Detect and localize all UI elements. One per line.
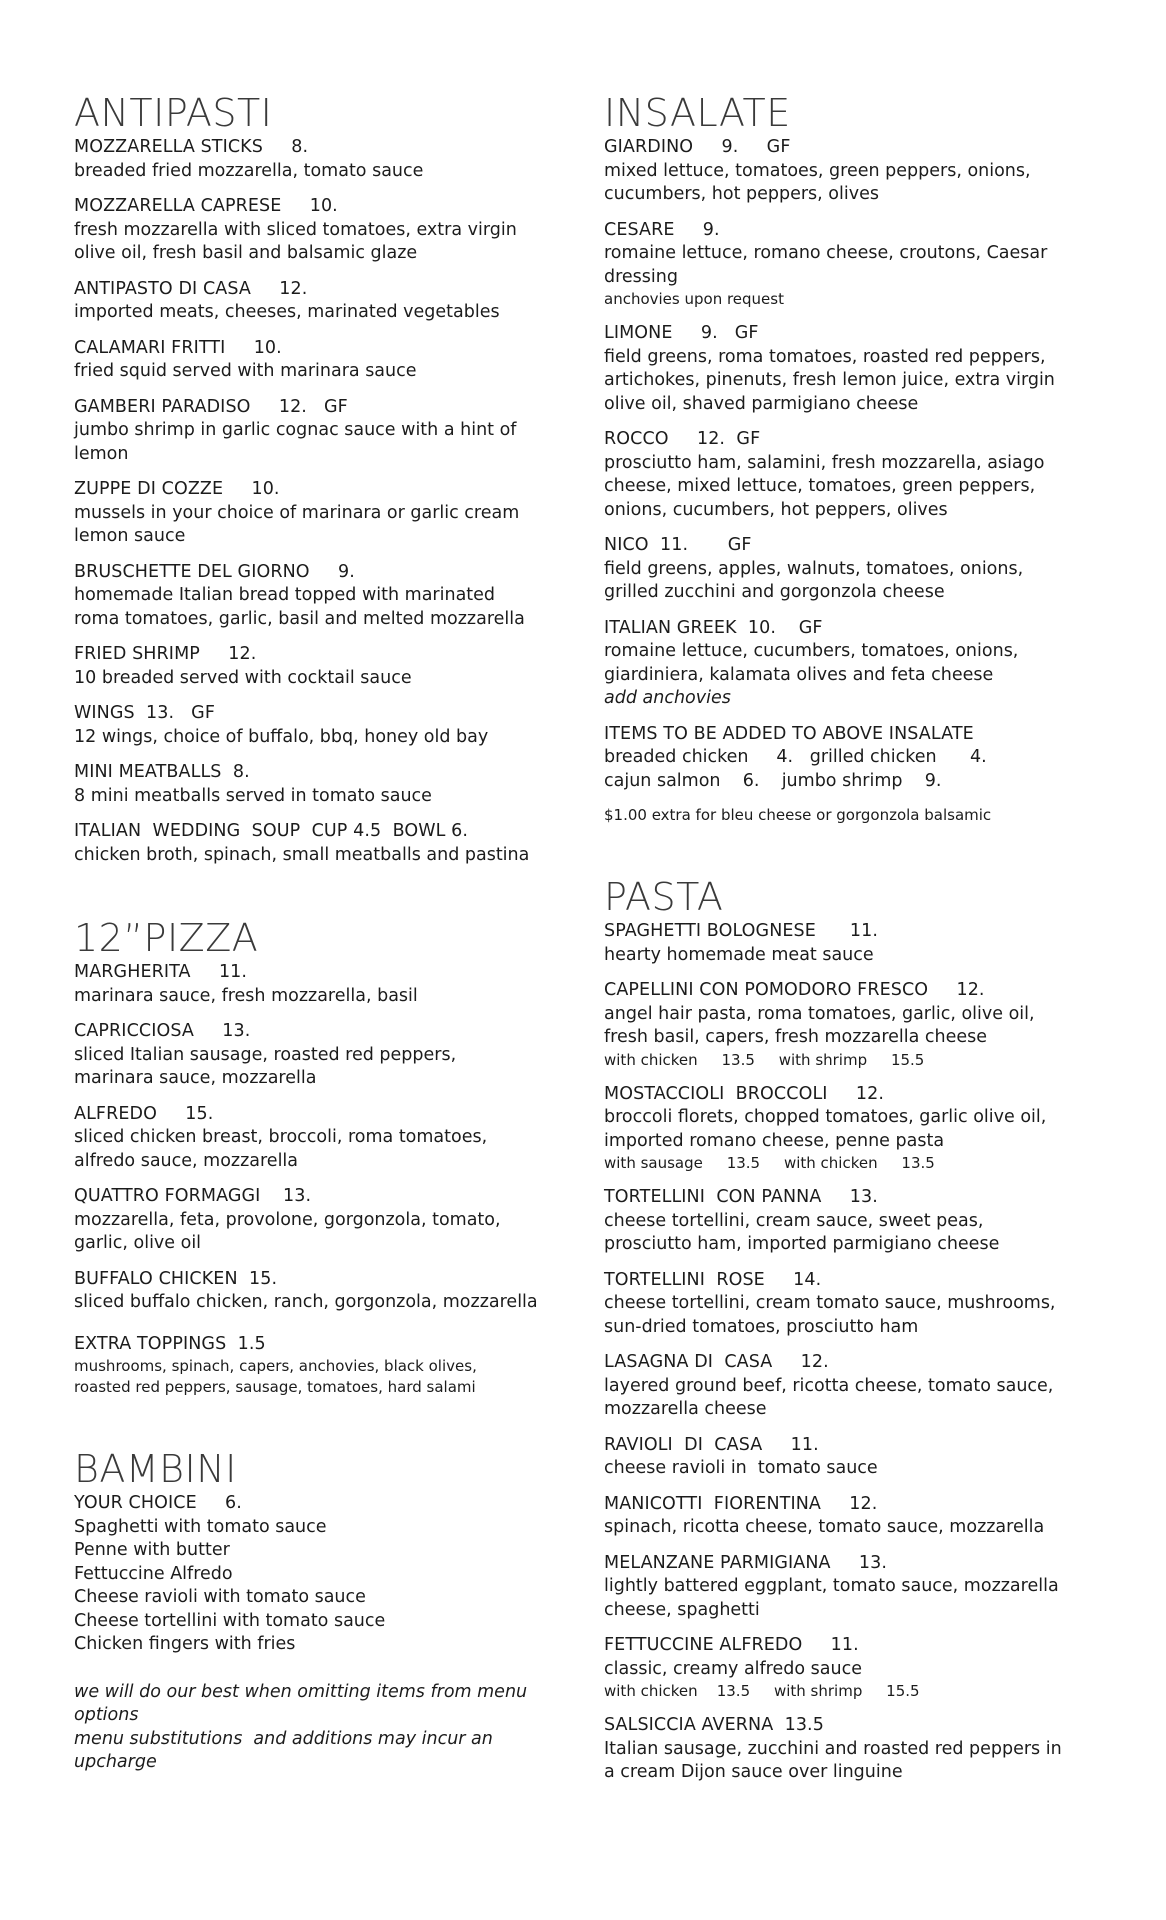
item-description: sliced chicken breast, broccoli, roma tomatoes, alfredo sauce, mozzarella: [74, 1127, 488, 1171]
item-description: chicken broth, spinach, small meatballs and pastina: [74, 844, 530, 865]
item-description: field greens, roma tomatoes, roasted red peppers, artichokes, pinenuts, fresh lemon juice, extra virgin olive oil, shaved parmigiano cheese: [604, 346, 1055, 414]
substitution-note: menu substitutions and additions may incur an upcharge: [74, 1728, 493, 1772]
section-spacer: [604, 838, 1124, 874]
item-note: anchovies upon request: [604, 290, 784, 308]
extra-toppings-title: EXTRA TOPPINGS 1.5: [74, 1333, 266, 1354]
item-description: spinach, ricotta cheese, tomato sauce, mozzarella: [604, 1517, 1045, 1537]
menu-item: [604, 219, 1124, 311]
menu-item: [74, 1185, 574, 1256]
right-column: [604, 90, 1124, 1797]
item-note: with chicken 13.5 with shrimp 15.5: [604, 1682, 920, 1700]
item-name: GIARDINO 9. GF: [604, 137, 791, 157]
item-description: 10 breaded served with cocktail sauce: [74, 667, 412, 688]
item-description: romaine lettuce, romano cheese, croutons, Caesar dressing: [604, 243, 1048, 287]
item-description: 8 mini meatballs served in tomato sauce: [74, 785, 432, 806]
item-name: TORTELLINI CON PANNA 13.: [604, 1187, 878, 1207]
item-note: with chicken 13.5 with shrimp 15.5: [604, 1050, 925, 1069]
item-description: mozzarella, feta, provolone, gorgonzola, tomato, garlic, olive oil: [74, 1209, 501, 1253]
menu-item: [604, 1434, 1124, 1481]
item-description: field greens, apples, walnuts, tomatoes, onions, grilled zucchini and gorgonzola cheese: [604, 558, 1024, 602]
insalate-section: [604, 90, 1124, 826]
item-name: WINGS 13. GF: [74, 703, 215, 723]
item-description: classic, creamy alfredo sauce: [604, 1658, 862, 1679]
item-name: FETTUCCINE ALFREDO 11.: [604, 1635, 859, 1655]
item-description: jumbo shrimp in garlic cognac sauce with a hint of lemon: [74, 420, 517, 464]
bambini-section: [74, 1446, 574, 1775]
item-name: QUATTRO FORMAGGI 13.: [74, 1186, 312, 1206]
pasta-section: [604, 874, 1124, 1785]
menu-item: [604, 979, 1124, 1071]
item-description: Italian sausage, zucchini and roasted red peppers in a cream Dijon sauce over linguine: [604, 1738, 1062, 1782]
item-name: CALAMARI FRITTI 10.: [74, 337, 282, 358]
item-name: CESARE 9.: [604, 219, 720, 240]
item-description: homemade Italian bread topped with marinated roma tomatoes, garlic, basil and melted mozzarella: [74, 585, 525, 629]
item-description: sliced buffalo chicken, ranch, gorgonzola, mozzarella: [74, 1292, 538, 1312]
menu-item: [74, 195, 574, 266]
item-description: mixed lettuce, tomatoes, green peppers, onions, cucumbers, hot peppers, olives: [604, 160, 1031, 204]
menu-item: [74, 278, 574, 325]
menu-item: [74, 136, 574, 183]
menu-item: [604, 1351, 1124, 1422]
addons-title: ITEMS TO BE ADDED TO ABOVE INSALATE: [604, 723, 974, 744]
item-name: GAMBERI PARADISO 12. GF: [74, 396, 348, 417]
menu-item: [604, 1552, 1124, 1623]
item-name: FRIED SHRIMP 12.: [74, 644, 257, 664]
item-name: BRUSCHETTE DEL GIORNO 9.: [74, 561, 355, 582]
antipasti-section: [74, 90, 574, 867]
addons-note: $1.00 extra for bleu cheese or gorgonzola balsamic: [604, 806, 992, 824]
item-name: MINI MEATBALLS 8.: [74, 762, 250, 782]
item-name: ITALIAN GREEK 10. GF: [604, 617, 823, 638]
item-description: cheese tortellini, cream tomato sauce, mushrooms, sun-dried tomatoes, prosciutto ham: [604, 1293, 1056, 1337]
pizza-title: 12”PIZZA: [74, 916, 259, 960]
item-name: MOSTACCIOLI BROCCOLI 12.: [604, 1083, 884, 1104]
menu-item: [74, 478, 574, 549]
item-note: with sausage 13.5 with chicken 13.5: [604, 1154, 935, 1172]
extra-toppings-list: mushrooms, spinach, capers, anchovies, black olives, roasted red peppers, sausage, tomatoes, hard salami: [74, 1357, 477, 1396]
menu-item: [604, 322, 1124, 416]
item-name: NICO 11. GF: [604, 535, 752, 555]
menu-item: [604, 1714, 1124, 1785]
menu-item: [604, 428, 1124, 522]
item-description: angel hair pasta, roma tomatoes, garlic, olive oil, fresh basil, capers, fresh mozzarella cheese: [604, 1003, 1035, 1047]
menu-item: [74, 961, 574, 1008]
item-name: MOZZARELLA STICKS 8.: [74, 137, 309, 157]
menu-item: [74, 702, 574, 749]
pizza-section: [74, 915, 574, 1398]
menu-item: [604, 136, 1124, 207]
pasta-title: PASTA: [604, 875, 724, 919]
menu-item: [74, 396, 574, 467]
item-option: add anchovies: [604, 688, 731, 708]
section-spacer: [74, 879, 574, 915]
item-name: SPAGHETTI BOLOGNESE 11.: [604, 921, 879, 941]
insalate-title: INSALATE: [604, 91, 791, 135]
salad-addons: [604, 723, 1124, 827]
item-description: lightly battered eggplant, tomato sauce, mozzarella cheese, spaghetti: [604, 1576, 1059, 1620]
left-column: [74, 90, 574, 1775]
item-description: prosciutto ham, salamini, fresh mozzarella, asiago cheese, mixed lettuce, tomatoes, green peppers, onions, cucumbers, hot peppers, olives: [604, 452, 1045, 520]
menu-item: [604, 1083, 1124, 1175]
spacer: [74, 1657, 574, 1681]
item-name: RAVIOLI DI CASA 11.: [604, 1434, 819, 1455]
bambini-option: Spaghetti with tomato sauce: [74, 1516, 327, 1537]
omission-note: we will do our best when omitting items from menu options: [74, 1681, 528, 1725]
item-name: MOZZARELLA CAPRESE 10.: [74, 196, 338, 216]
item-name: LASAGNA DI CASA 12.: [604, 1352, 829, 1372]
item-name: CAPELLINI CON POMODORO FRESCO 12.: [604, 980, 985, 1000]
menu-item: [74, 761, 574, 808]
item-description: fresh mozzarella with sliced tomatoes, extra virgin olive oil, fresh basil and balsamic glaze: [74, 219, 517, 263]
menu-item: [604, 534, 1124, 605]
item-name: ZUPPE DI COZZE 10.: [74, 479, 280, 499]
item-name: ANTIPASTO DI CASA 12.: [74, 278, 308, 299]
bambini-title: BAMBINI: [74, 1447, 237, 1491]
menu-item: [604, 1269, 1124, 1340]
item-name: BUFFALO CHICKEN 15.: [74, 1268, 278, 1289]
menu-item: [74, 1103, 574, 1174]
item-description: sliced Italian sausage, roasted red peppers, marinara sauce, mozzarella: [74, 1044, 457, 1088]
item-description: mussels in your choice of marinara or garlic cream lemon sauce: [74, 502, 520, 546]
item-name: TORTELLINI ROSE 14.: [604, 1269, 822, 1290]
item-name: MARGHERITA 11.: [74, 962, 248, 982]
bambini-option: Fettuccine Alfredo: [74, 1563, 233, 1584]
item-description: 12 wings, choice of buffalo, bbq, honey old bay: [74, 726, 489, 747]
item-name: ITALIAN WEDDING SOUP CUP 4.5 BOWL 6.: [74, 821, 469, 841]
item-description: romaine lettuce, cucumbers, tomatoes, onions, giardiniera, kalamata olives and feta cheese: [604, 641, 1019, 685]
item-description: cheese ravioli in tomato sauce: [604, 1458, 878, 1478]
item-name: ALFREDO 15.: [74, 1103, 214, 1124]
item-name: MANICOTTI FIORENTINA 12.: [604, 1493, 878, 1514]
section-spacer: [74, 1410, 574, 1446]
extra-toppings: [74, 1333, 574, 1399]
bambini-head: YOUR CHOICE 6.: [74, 1493, 242, 1513]
menu-item: [74, 337, 574, 384]
antipasti-title: ANTIPASTI: [74, 91, 273, 135]
item-description: marinara sauce, fresh mozzarella, basil: [74, 985, 418, 1006]
menu-item: [74, 643, 574, 690]
item-description: cheese tortellini, cream sauce, sweet peas, prosciutto ham, imported parmigiano cheese: [604, 1210, 1000, 1254]
item-description: imported meats, cheeses, marinated vegetables: [74, 302, 500, 322]
menu-item: [604, 1634, 1124, 1702]
item-description: layered ground beef, ricotta cheese, tomato sauce, mozzarella cheese: [604, 1375, 1054, 1419]
menu-item: [604, 1186, 1124, 1257]
item-name: CAPRICCIOSA 13.: [74, 1021, 251, 1041]
addons-line: breaded chicken 4. grilled chicken 4.: [604, 747, 987, 767]
item-description: fried squid served with marinara sauce: [74, 361, 417, 381]
menu-item: [604, 920, 1124, 967]
addons-line: cajun salmon 6. jumbo shrimp 9.: [604, 770, 942, 791]
menu-item: [74, 1268, 574, 1315]
menu-item: [74, 561, 574, 632]
item-name: ROCCO 12. GF: [604, 429, 761, 449]
item-description: broccoli florets, chopped tomatoes, garlic olive oil, imported romano cheese, penne pasta: [604, 1107, 1047, 1151]
item-name: SALSICCIA AVERNA 13.5: [604, 1715, 824, 1735]
bambini-option: Cheese tortellini with tomato sauce: [74, 1610, 386, 1631]
item-name: MELANZANE PARMIGIANA 13.: [604, 1552, 888, 1573]
menu-item: [604, 1493, 1124, 1540]
bambini-option: Cheese ravioli with tomato sauce: [74, 1587, 366, 1607]
bambini-option: Penne with butter: [74, 1540, 230, 1560]
bambini-option: Chicken fingers with fries: [74, 1634, 296, 1654]
menu-item: [74, 1020, 574, 1091]
item-name: LIMONE 9. GF: [604, 323, 759, 343]
menu-item: [74, 820, 574, 867]
item-description: hearty homemade meat sauce: [604, 944, 874, 965]
menu-item: [604, 617, 1124, 711]
item-description: breaded fried mozzarella, tomato sauce: [74, 160, 424, 181]
